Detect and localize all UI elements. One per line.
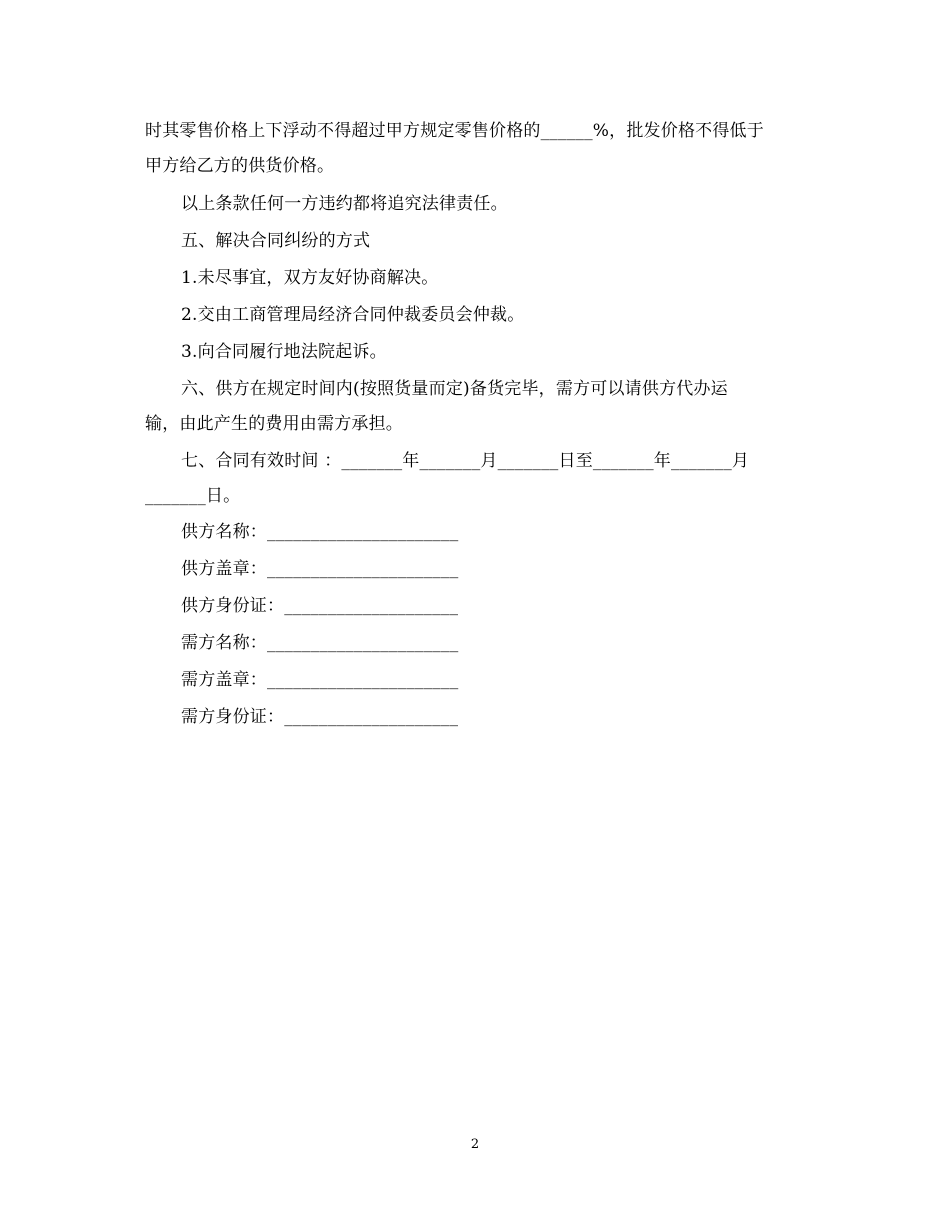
paragraph-retail-price-line-2: 甲方给乙方的供货价格。 [145, 156, 335, 176]
paragraph-liability: 以上条款任何一方违约都将追究法律责任。 [181, 194, 508, 214]
buyer-name-field: 需方名称：______________________ [181, 633, 459, 653]
supplier-id-field: 供方身份证：____________________ [181, 596, 459, 616]
supplier-seal-field: 供方盖章：______________________ [181, 559, 459, 579]
paragraph-validity-line-2: _______日。 [145, 486, 241, 506]
dispute-item-1: 1.未尽事宜，双方友好协商解决。 [181, 268, 439, 288]
paragraph-delivery-line-1: 六、供方在规定时间内(按照货量而定)备货完毕，需方可以请供方代办运 [181, 379, 728, 399]
dispute-item-2: 2.交由工商管理局经济合同仲裁委员会仲裁。 [181, 305, 525, 325]
buyer-seal-field: 需方盖章：______________________ [181, 670, 459, 690]
paragraph-delivery-line-2: 输，由此产生的费用由需方承担。 [145, 414, 403, 434]
section-heading-dispute-resolution: 五、解决合同纠纷的方式 [181, 231, 371, 251]
paragraph-validity-line-1: 七、合同有效时间 ：_______年_______月_______日至_______年_______月 [181, 451, 750, 471]
page-number: 2 [470, 1137, 480, 1152]
paragraph-retail-price-line-1: 时其零售价格上下浮动不得超过甲方规定零售价格的______%，批发价格不得低于 [145, 121, 764, 141]
supplier-name-field: 供方名称：______________________ [181, 522, 459, 542]
dispute-item-3: 3.向合同履行地法院起诉。 [181, 342, 387, 362]
buyer-id-field: 需方身份证：____________________ [181, 707, 459, 727]
